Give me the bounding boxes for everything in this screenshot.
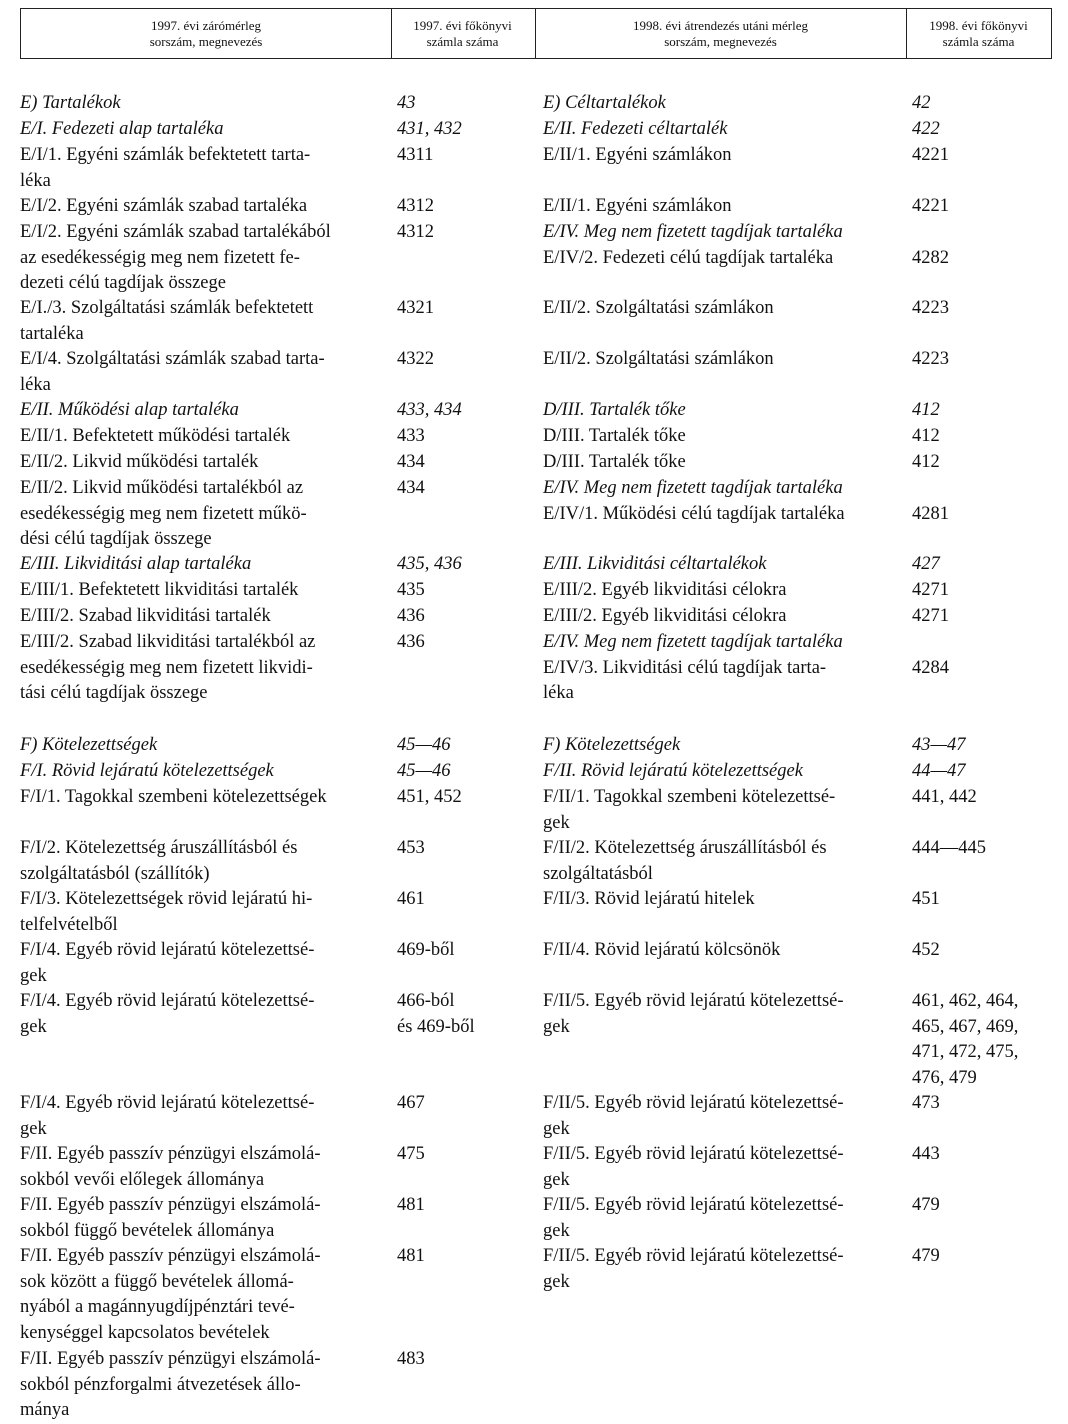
cell-1997-item	[20, 1091, 382, 1142]
cell-line: 453	[397, 838, 425, 858]
cell-line: 4282	[912, 247, 949, 268]
cell-1998-item	[543, 733, 898, 759]
cell-line: F/II/5. Egyéb rövid lejáratú kötelezettsé-	[543, 1144, 844, 1164]
cell-line: 4223	[912, 298, 949, 318]
cell-1998-item	[543, 887, 898, 913]
cell-1998-account	[912, 194, 1057, 220]
cell-1998-account	[912, 220, 1057, 271]
cell-line: E/III. Likviditási céltartalékok	[543, 554, 767, 574]
cell-line: 427	[912, 554, 940, 574]
cell-1997-item	[20, 398, 382, 424]
cell-line: gek	[543, 1016, 570, 1037]
cell-line: gek	[543, 1169, 570, 1190]
cell-1998-item	[543, 989, 898, 1040]
cell-1998-account	[912, 1142, 1057, 1168]
cell-1997-account	[397, 552, 527, 578]
cell-1998-account	[912, 450, 1057, 476]
cell-line: 434	[397, 452, 425, 472]
cell-1998-account	[912, 578, 1057, 604]
cell-line: 451	[912, 889, 940, 909]
cell-line: 4271	[912, 580, 949, 600]
cell-line: tási célú tagdíjak összege	[20, 683, 208, 704]
cell-line: 45—46	[397, 761, 451, 781]
cell-line: F/I/1. Tagokkal szembeni kötelezettségek	[20, 787, 327, 807]
cell-1998-item	[543, 1142, 898, 1193]
cell-1997-item	[20, 476, 382, 553]
cell-line: 43	[397, 93, 416, 113]
cell-1997-item	[20, 989, 382, 1040]
cell-1997-item	[20, 552, 382, 578]
cell-1997-item	[20, 424, 382, 450]
cell-1997-item	[20, 759, 382, 785]
cell-line: 4271	[912, 606, 949, 626]
cell-1997-account	[397, 1091, 527, 1117]
cell-line: 44—47	[912, 761, 966, 781]
cell-line: 479	[912, 1246, 940, 1266]
cell-line: E) Tartalékok	[20, 93, 121, 113]
cell-1998-account	[912, 836, 1057, 862]
cell-1998-item	[543, 1091, 898, 1142]
cell-line: 4284	[912, 657, 949, 678]
cell-line: E/I. Fedezeti alap tartaléka	[20, 119, 224, 139]
cell-1997-account	[397, 578, 527, 604]
cell-line: 479	[912, 1195, 940, 1215]
cell-1997-item	[20, 1142, 382, 1193]
cell-1998-account	[912, 296, 1057, 322]
cell-line: 434	[397, 478, 425, 498]
cell-1997-account	[397, 398, 527, 424]
cell-1998-item	[543, 836, 898, 887]
cell-1997-account	[397, 836, 527, 862]
cell-line: 45—46	[397, 735, 451, 755]
cell-line: gek	[20, 965, 47, 986]
header-text: sorszám, megnevezés	[664, 33, 777, 49]
cell-line: 441, 442	[912, 787, 977, 807]
cell-line: 422	[912, 119, 940, 139]
cell-line	[912, 220, 1057, 246]
cell-line: E) Céltartalékok	[543, 93, 666, 113]
cell-line: E/II. Fedezeti céltartalék	[543, 119, 728, 139]
cell-1998-item	[543, 117, 898, 143]
cell-line: 4281	[912, 503, 949, 524]
cell-line: 4321	[397, 298, 434, 318]
cell-1997-account	[397, 733, 527, 759]
cell-1997-account	[397, 785, 527, 811]
cell-line: D/III. Tartalék tőke	[543, 426, 686, 446]
cell-line: E/III/2. Szabad likviditási tartalékból az	[20, 632, 316, 652]
cell-1998-account	[912, 887, 1057, 913]
cell-1998-account	[912, 630, 1057, 681]
cell-line: 436	[397, 632, 425, 652]
cell-1997-item	[20, 117, 382, 143]
cell-line: 469-ből	[397, 940, 455, 960]
cell-line: sok között a függő bevételek állomá-	[20, 1271, 294, 1292]
cell-line: F/II/1. Tagokkal szembeni kötelezettsé-	[543, 787, 836, 807]
cell-line: 412	[912, 400, 940, 420]
cell-line: 467	[397, 1093, 425, 1113]
cell-line: 4223	[912, 349, 949, 369]
cell-line: sokból függő bevételek állománya	[20, 1220, 275, 1241]
cell-1997-account	[397, 117, 527, 143]
cell-1998-item	[543, 450, 898, 476]
cell-line: 431, 432	[397, 119, 462, 139]
cell-line: dezeti célú tagdíjak összege	[20, 273, 226, 294]
cell-line: E/II/2. Likvid működési tartalékból az	[20, 478, 304, 498]
cell-line: E/III. Likviditási alap tartaléka	[20, 554, 252, 574]
cell-line: esedékességig meg nem fizetett likvidi-	[20, 657, 313, 678]
cell-line: D/III. Tartalék tőke	[543, 400, 686, 420]
cell-line: szolgáltatásból (szállítók)	[20, 863, 210, 884]
cell-line: F/I/4. Egyéb rövid lejáratú kötelezettsé-	[20, 991, 315, 1011]
cell-1997-account	[397, 296, 527, 322]
cell-line: F/II. Egyéb passzív pénzügyi elszámolá-	[20, 1246, 321, 1266]
cell-line: 444—445	[912, 838, 986, 858]
cell-1997-item	[20, 887, 382, 938]
cell-1998-account	[912, 1193, 1057, 1219]
cell-line: 452	[912, 940, 940, 960]
cell-1997-account	[397, 476, 527, 502]
cell-line: 4311	[397, 145, 434, 165]
cell-line: E/II/1. Egyéni számlákon	[543, 196, 732, 216]
cell-line: 433, 434	[397, 400, 462, 420]
cell-line: F) Kötelezettségek	[20, 735, 158, 755]
cell-line: 4312	[397, 222, 434, 242]
cell-line: 4221	[912, 145, 949, 165]
cell-line: F/I. Rövid lejáratú kötelezettségek	[20, 761, 274, 781]
cell-1997-account	[397, 1244, 527, 1270]
cell-line: 475	[397, 1144, 425, 1164]
cell-line: F/II. Rövid lejáratú kötelezettségek	[543, 761, 803, 781]
cell-1998-item	[543, 785, 898, 836]
cell-line: E/I/2. Egyéni számlák szabad tartalékából	[20, 222, 331, 242]
header-text: 1997. évi főkönyvi	[413, 17, 512, 33]
cell-1997-item	[20, 220, 382, 297]
cell-line: 412	[912, 452, 940, 472]
cell-line: sokból pénzforgalmi átvezetések állo-	[20, 1374, 301, 1395]
cell-1998-item	[543, 347, 898, 373]
cell-line: szolgáltatásból	[543, 863, 653, 884]
cell-line: F/II/5. Egyéb rövid lejáratú kötelezettsé-	[543, 1246, 844, 1266]
cell-1997-item	[20, 143, 382, 194]
cell-1998-item	[543, 424, 898, 450]
cell-line: 483	[397, 1349, 425, 1369]
cell-line: esedékességig meg nem fizetett műkö-	[20, 503, 307, 524]
cell-line: E/III/1. Befektetett likviditási tartalék	[20, 580, 299, 600]
cell-1998-item	[543, 578, 898, 604]
cell-line: sokból vevői előlegek állománya	[20, 1169, 265, 1190]
cell-line: 412	[912, 426, 940, 446]
cell-line: E/I./3. Szolgáltatási számlák befektetett	[20, 298, 314, 318]
cell-line: gek	[20, 1016, 47, 1037]
header-text: számla száma	[426, 33, 499, 49]
cell-1998-account	[912, 759, 1057, 785]
cell-line: E/IV. Meg nem fizetett tagdíjak tartaléka	[543, 632, 843, 652]
cell-1997-item	[20, 938, 382, 989]
cell-line: és 469-ből	[397, 1016, 475, 1037]
cell-line: F/II/5. Egyéb rövid lejáratú kötelezettsé-	[543, 991, 844, 1011]
cell-1997-account	[397, 630, 527, 656]
cell-line: F/I/4. Egyéb rövid lejáratú kötelezettsé-	[20, 940, 315, 960]
cell-line	[912, 476, 1057, 502]
cell-line: 433	[397, 426, 425, 446]
cell-line: F/I/3. Kötelezettségek rövid lejáratú hi-	[20, 889, 313, 909]
cell-line: nyából a magánnyugdíjpénztári tevé-	[20, 1297, 295, 1318]
cell-1997-item	[20, 296, 382, 347]
cell-line: 443	[912, 1144, 940, 1164]
cell-1998-item	[543, 476, 898, 527]
cell-1997-account	[397, 759, 527, 785]
cell-1998-account	[912, 1244, 1057, 1270]
cell-1997-item	[20, 836, 382, 887]
cell-1997-account	[397, 1347, 527, 1373]
cell-1998-item	[543, 604, 898, 630]
cell-line: E/IV/2. Fedezeti célú tagdíjak tartaléka	[543, 247, 834, 268]
cell-1998-account	[912, 143, 1057, 169]
cell-line: E/I/2. Egyéni számlák szabad tartaléka	[20, 196, 308, 216]
cell-line: F/II. Egyéb passzív pénzügyi elszámolá-	[20, 1195, 321, 1215]
cell-line: E/IV/3. Likviditási célú tagdíjak tarta-	[543, 657, 827, 678]
cell-1998-item	[543, 630, 898, 707]
cell-1998-account	[912, 398, 1057, 424]
cell-line: telfelvételből	[20, 914, 118, 935]
cell-1997-item	[20, 347, 382, 398]
cell-1997-account	[397, 424, 527, 450]
cell-line: F/I/2. Kötelezettség áruszállításból és	[20, 838, 298, 858]
cell-1997-account	[397, 220, 527, 246]
cell-line: 43—47	[912, 735, 966, 755]
cell-line: F/II. Egyéb passzív pénzügyi elszámolá-	[20, 1349, 321, 1369]
cell-line: E/III/2. Egyéb likviditási célokra	[543, 580, 787, 600]
cell-1998-item	[543, 220, 898, 271]
cell-1998-account	[912, 989, 1057, 1091]
cell-1998-account	[912, 424, 1057, 450]
cell-line: 4322	[397, 349, 434, 369]
cell-line: E/IV. Meg nem fizetett tagdíjak tartaléka	[543, 222, 843, 242]
cell-line: dési célú tagdíjak összege	[20, 529, 212, 550]
cell-line: gek	[543, 812, 570, 833]
cell-line: 435	[397, 580, 425, 600]
cell-line: E/III/2. Szabad likviditási tartalék	[20, 606, 271, 626]
cell-line: F/II/3. Rövid lejáratú hitelek	[543, 889, 755, 909]
cell-line: gek	[543, 1220, 570, 1241]
cell-line: E/I/4. Szolgáltatási számlák szabad tarta-	[20, 349, 325, 369]
cell-line: léka	[543, 683, 574, 704]
cell-1997-account	[397, 194, 527, 220]
header-col-1998-account	[906, 8, 1052, 59]
cell-1998-account	[912, 938, 1057, 964]
cell-line: E/II/1. Egyéni számlákon	[543, 145, 732, 165]
cell-1997-item	[20, 194, 382, 220]
cell-1997-account	[397, 1193, 527, 1219]
cell-1998-item	[543, 194, 898, 220]
cell-1998-account	[912, 91, 1057, 117]
cell-1998-account	[912, 476, 1057, 527]
cell-1997-item	[20, 578, 382, 604]
cell-line: E/II. Működési alap tartaléka	[20, 400, 239, 420]
header-text: 1998. évi főkönyvi	[929, 17, 1028, 33]
cell-line	[912, 630, 1057, 656]
cell-line: F/II/2. Kötelezettség áruszállításból és	[543, 838, 827, 858]
cell-line: 436	[397, 606, 425, 626]
header-col-1997-account	[390, 8, 536, 59]
cell-1998-account	[912, 785, 1057, 811]
cell-1998-item	[543, 296, 898, 322]
cell-line: E/I/1. Egyéni számlák befektetett tarta-	[20, 145, 311, 165]
header-col-1997-balance	[20, 8, 392, 59]
cell-1997-item	[20, 785, 382, 811]
cell-line: 481	[397, 1195, 425, 1215]
cell-1997-account	[397, 938, 527, 964]
cell-1998-item	[543, 552, 898, 578]
cell-line: F/II/5. Egyéb rövid lejáratú kötelezettsé-	[543, 1093, 844, 1113]
header-text: 1998. évi átrendezés utáni mérleg	[632, 17, 809, 33]
cell-line: léka	[20, 170, 51, 191]
header-text: sorszám, megnevezés	[149, 33, 263, 49]
cell-line: E/II/2. Likvid működési tartalék	[20, 452, 259, 472]
cell-1997-account	[397, 143, 527, 169]
cell-line: F/I/4. Egyéb rövid lejáratú kötelezettsé-	[20, 1093, 315, 1113]
cell-1997-account	[397, 887, 527, 913]
cell-1998-account	[912, 117, 1057, 143]
cell-line: 471, 472, 475,	[912, 1042, 1019, 1063]
cell-1997-item	[20, 630, 382, 707]
cell-line: F/II/4. Rövid lejáratú kölcsönök	[543, 940, 781, 960]
cell-line: E/III/2. Egyéb likviditási célokra	[543, 606, 787, 626]
cell-1997-item	[20, 1347, 382, 1424]
cell-line: E/II/2. Szolgáltatási számlákon	[543, 298, 774, 318]
cell-1997-account	[397, 450, 527, 476]
header-col-1998-balance	[535, 8, 907, 59]
cell-line: gek	[543, 1118, 570, 1139]
cell-1998-account	[912, 733, 1057, 759]
cell-line: F/II/5. Egyéb rövid lejáratú kötelezettsé-	[543, 1195, 844, 1215]
cell-1998-item	[543, 1193, 898, 1244]
cell-1997-item	[20, 1244, 382, 1346]
cell-1997-item	[20, 91, 382, 117]
cell-line: 465, 467, 469,	[912, 1016, 1019, 1037]
cell-line: E/II/2. Szolgáltatási számlákon	[543, 349, 774, 369]
cell-1998-item	[543, 398, 898, 424]
cell-line: 481	[397, 1246, 425, 1266]
header-text: 1997. évi zárómérleg	[150, 17, 262, 33]
cell-1998-account	[912, 1091, 1057, 1117]
cell-line: F/II. Egyéb passzív pénzügyi elszámolá-	[20, 1144, 321, 1164]
cell-1998-account	[912, 604, 1057, 630]
cell-1997-account	[397, 989, 527, 1040]
cell-line: 435, 436	[397, 554, 462, 574]
cell-line: 42	[912, 93, 931, 113]
cell-line: E/II/1. Befektetett működési tartalék	[20, 426, 291, 446]
cell-1998-item	[543, 143, 898, 169]
cell-1997-item	[20, 733, 382, 759]
cell-1997-item	[20, 450, 382, 476]
cell-1998-item	[543, 938, 898, 964]
cell-line: E/IV/1. Működési célú tagdíjak tartaléka	[543, 503, 845, 524]
cell-line: tartaléka	[20, 323, 84, 344]
cell-line: D/III. Tartalék tőke	[543, 452, 686, 472]
cell-line: 451, 452	[397, 787, 462, 807]
cell-line: gek	[543, 1271, 570, 1292]
cell-1997-account	[397, 347, 527, 373]
cell-line: 461, 462, 464,	[912, 991, 1019, 1011]
cell-1998-account	[912, 347, 1057, 373]
cell-line: E/IV. Meg nem fizetett tagdíjak tartaléka	[543, 478, 843, 498]
cell-1998-item	[543, 91, 898, 117]
cell-1997-item	[20, 604, 382, 630]
cell-line: gek	[20, 1118, 47, 1139]
cell-line: 476, 479	[912, 1067, 977, 1088]
cell-1998-item	[543, 759, 898, 785]
header-text: számla száma	[942, 33, 1015, 49]
cell-line: az esedékességig meg nem fizetett fe-	[20, 247, 300, 268]
cell-line: 461	[397, 889, 425, 909]
cell-1997-account	[397, 604, 527, 630]
cell-line: 473	[912, 1093, 940, 1113]
cell-line: 4312	[397, 196, 434, 216]
cell-1998-item	[543, 1244, 898, 1295]
cell-1997-item	[20, 1193, 382, 1244]
cell-1997-account	[397, 1142, 527, 1168]
cell-1997-account	[397, 91, 527, 117]
cell-line: 4221	[912, 196, 949, 216]
cell-line: léka	[20, 374, 51, 395]
cell-1998-account	[912, 552, 1057, 578]
cell-line: mánya	[20, 1400, 70, 1421]
cell-line: F) Kötelezettségek	[543, 735, 681, 755]
cell-line: kenységgel kapcsolatos bevételek	[20, 1322, 270, 1343]
cell-line: 466-ból	[397, 991, 455, 1011]
